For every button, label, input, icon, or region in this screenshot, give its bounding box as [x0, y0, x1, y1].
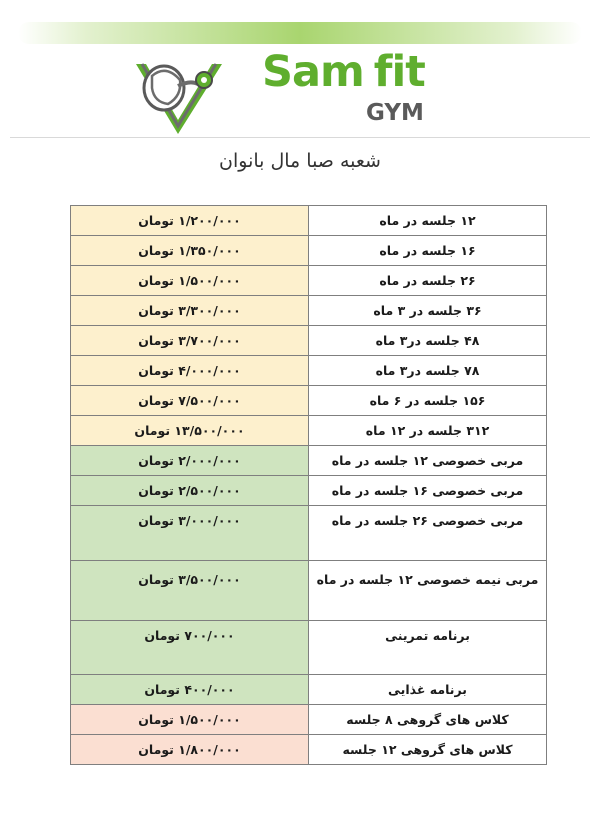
price-text: ۱/۲۰۰/۰۰۰ تومان	[138, 213, 241, 228]
plan-label: مربی نیمه خصوصی ۱۲ جلسه در ماه	[316, 572, 539, 587]
bodybuilder-logo-icon	[132, 50, 224, 136]
table-row	[71, 621, 547, 675]
plan-cell	[309, 356, 547, 386]
price-text: ۱/۳۵۰/۰۰۰ تومان	[138, 243, 241, 258]
price-cell	[71, 476, 309, 506]
plan-cell	[309, 621, 547, 675]
plan-cell	[309, 506, 547, 561]
table-row	[71, 705, 547, 735]
price-cell	[71, 446, 309, 476]
price-text: ۴۰۰/۰۰۰ تومان	[144, 682, 235, 697]
plan-label: ۷۸ جلسه در۳ ماه	[375, 363, 480, 378]
plan-label: ۱۵۶ جلسه در ۶ ماه	[369, 393, 486, 408]
plan-label: برنامه تمرینی	[385, 628, 470, 643]
table-row	[71, 356, 547, 386]
plan-label: کلاس های گروهی ۱۲ جلسه	[342, 742, 513, 757]
price-text: ۱۳/۵۰۰/۰۰۰ تومان	[134, 423, 245, 438]
price-cell	[71, 386, 309, 416]
plan-cell	[309, 476, 547, 506]
table-row	[71, 266, 547, 296]
plan-cell	[309, 675, 547, 705]
plan-label: مربی خصوصی ۲۶ جلسه در ماه	[331, 513, 524, 528]
price-text: ۷۰۰/۰۰۰ تومان	[144, 628, 235, 643]
price-cell	[71, 266, 309, 296]
header-divider	[10, 137, 590, 138]
table-row	[71, 296, 547, 326]
brand-name-part-2: fit	[373, 47, 425, 97]
price-text: ۳/۰۰۰/۰۰۰ تومان	[138, 513, 241, 528]
plan-cell	[309, 206, 547, 236]
price-text: ۱/۵۰۰/۰۰۰ تومان	[138, 712, 241, 727]
price-text: ۲/۰۰۰/۰۰۰ تومان	[138, 453, 241, 468]
table-row	[71, 735, 547, 765]
table-row	[71, 386, 547, 416]
plan-label: کلاس های گروهی ۸ جلسه	[346, 712, 509, 727]
price-cell	[71, 416, 309, 446]
price-text: ۴/۰۰۰/۰۰۰ تومان	[138, 363, 241, 378]
table-row	[71, 416, 547, 446]
table-row	[71, 506, 547, 561]
plan-cell	[309, 266, 547, 296]
price-cell	[71, 735, 309, 765]
table-row	[71, 476, 547, 506]
plan-label: ۳۱۲ جلسه در ۱۲ ماه	[365, 423, 490, 438]
plan-cell	[309, 735, 547, 765]
plan-label: ۳۶ جلسه در ۳ ماه	[373, 303, 482, 318]
price-text: ۱/۵۰۰/۰۰۰ تومان	[138, 273, 241, 288]
table-row	[71, 206, 547, 236]
plan-label: مربی خصوصی ۱۲ جلسه در ماه	[331, 453, 524, 468]
plan-cell	[309, 446, 547, 476]
price-cell	[71, 206, 309, 236]
plan-cell	[309, 236, 547, 266]
plan-cell	[309, 705, 547, 735]
plan-label: مربی خصوصی ۱۶ جلسه در ماه	[331, 483, 524, 498]
price-cell	[71, 705, 309, 735]
price-cell	[71, 621, 309, 675]
brand-name	[262, 47, 425, 97]
plan-cell	[309, 561, 547, 621]
brand-sub: GYM	[366, 100, 424, 126]
price-cell	[71, 296, 309, 326]
table-row	[71, 561, 547, 621]
table-row	[71, 675, 547, 705]
plan-cell	[309, 296, 547, 326]
plan-label: ۱۲ جلسه در ماه	[379, 213, 476, 228]
table-row	[71, 326, 547, 356]
price-cell	[71, 326, 309, 356]
price-cell	[71, 506, 309, 561]
plan-cell	[309, 326, 547, 356]
price-cell	[71, 356, 309, 386]
price-text: ۳/۷۰۰/۰۰۰ تومان	[138, 333, 241, 348]
branch-title: شعبه صبا مال بانوان	[219, 150, 381, 172]
price-text: ۳/۳۰۰/۰۰۰ تومان	[138, 303, 241, 318]
plan-label: ۴۸ جلسه در۳ ماه	[375, 333, 480, 348]
price-text: ۷/۵۰۰/۰۰۰ تومان	[138, 393, 241, 408]
table-row	[71, 446, 547, 476]
table-row	[71, 236, 547, 266]
brand-name-part-1: Sam	[262, 47, 364, 97]
price-table	[70, 205, 547, 765]
price-text: ۳/۵۰۰/۰۰۰ تومان	[138, 572, 241, 587]
price-text: ۱/۸۰۰/۰۰۰ تومان	[138, 742, 241, 757]
plan-label: برنامه غذایی	[388, 682, 467, 697]
plan-cell	[309, 386, 547, 416]
price-cell	[71, 675, 309, 705]
logo-header	[0, 46, 600, 138]
decorative-gradient-bar	[18, 22, 582, 44]
plan-label: ۲۶ جلسه در ماه	[379, 273, 476, 288]
price-cell	[71, 561, 309, 621]
price-text: ۲/۵۰۰/۰۰۰ تومان	[138, 483, 241, 498]
plan-label: ۱۶ جلسه در ماه	[379, 243, 476, 258]
price-cell	[71, 236, 309, 266]
plan-cell	[309, 416, 547, 446]
